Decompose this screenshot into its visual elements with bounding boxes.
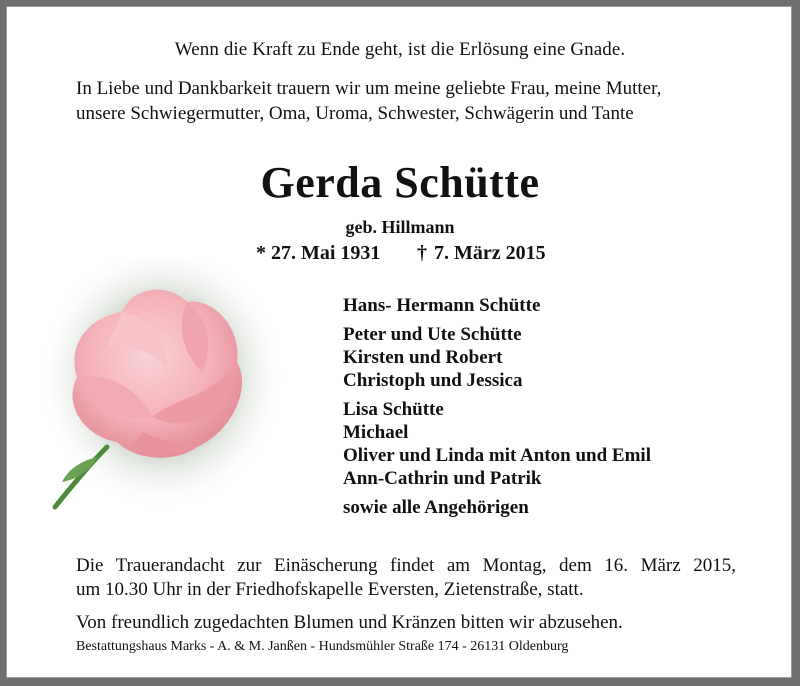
deceased-name: Gerda Schütte (260, 158, 540, 207)
mourner-name: Peter und Ute Schütte (343, 324, 522, 345)
motto: Wenn die Kraft zu Ende geht, ist die Erlösung eine Gnade. (174, 39, 626, 60)
birth-date: * 27. Mai 1931 (256, 242, 381, 264)
mourner-name: Christoph und Jessica (343, 370, 523, 391)
service-line: um 10.30 Uhr in der Friedhofskapelle Eversten, Zietenstraße, statt. (76, 579, 584, 600)
mourner-name: Ann-Cathrin und Patrik (343, 468, 542, 489)
mourner-name: Kirsten und Robert (343, 347, 503, 368)
service-line: Die Trauerandacht zur Einäscherung findet am Montag, dem 16. März 2015, (76, 555, 736, 576)
service-info (76, 554, 736, 602)
death-date: 7. März 2015 (434, 242, 546, 264)
mourner-name: Hans- Hermann Schütte (343, 295, 541, 316)
mourner-group (343, 294, 651, 317)
flowers-note: Von freundlich zugedachten Blumen und Kränzen bitten wir abzusehen. (76, 612, 623, 633)
mourner-name: sowie alle Angehörigen (343, 497, 529, 518)
intro-text (76, 76, 736, 126)
mourners-list (343, 294, 651, 525)
mourner-name: Oliver und Linda mit Anton und Emil (343, 445, 651, 466)
cross-icon: † (417, 242, 427, 264)
intro-line: In Liebe und Dankbarkeit trauern wir um meine geliebte Frau, meine Mutter, (76, 78, 662, 99)
undertaker-info: Bestattungshaus Marks - A. & M. Janßen - Hundsmühler Straße 174 - 26131 Oldenburg (76, 639, 569, 654)
mourner-group (343, 398, 651, 490)
intro-line: unsere Schwiegermutter, Oma, Uroma, Schwester, Schwägerin und Tante (76, 103, 634, 124)
mourner-name: Michael (343, 422, 409, 443)
death-date-group (417, 242, 546, 265)
mourner-group (343, 496, 651, 519)
birth-name: geb. Hillmann (345, 217, 455, 237)
mourner-group (343, 323, 651, 392)
obituary-card (6, 6, 792, 678)
mourner-name: Lisa Schütte (343, 399, 444, 420)
rose-icon (37, 257, 287, 517)
